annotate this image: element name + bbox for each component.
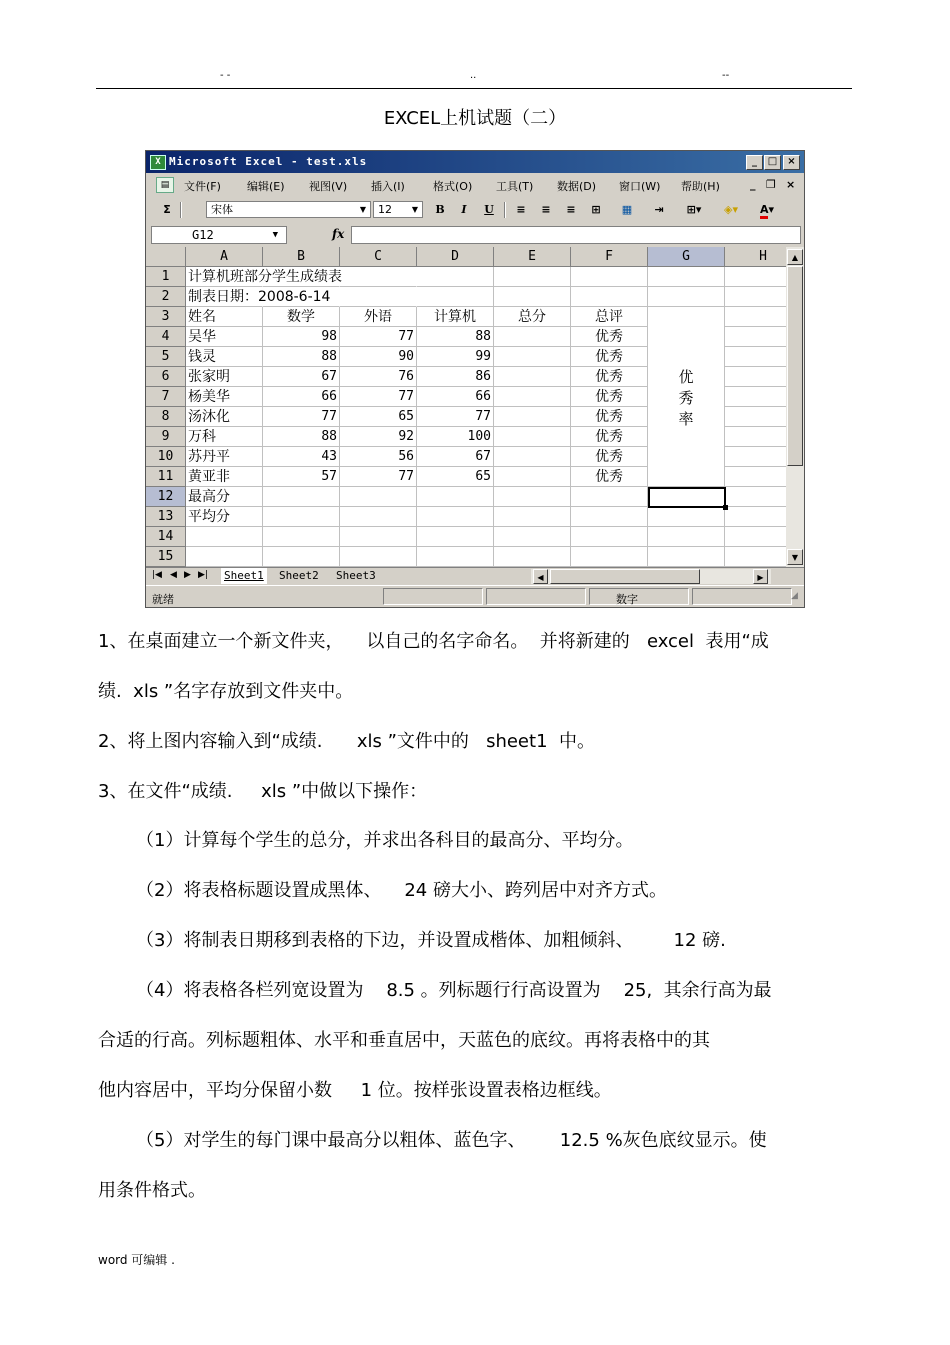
column-header-g[interactable]: G bbox=[648, 247, 725, 267]
window-title: Microsoft Excel - test.xls bbox=[169, 155, 368, 168]
page-footer: word 可编辑 . bbox=[98, 1253, 175, 1267]
row-header[interactable]: 7 bbox=[146, 387, 186, 407]
cell-b13[interactable] bbox=[263, 507, 340, 527]
header-left-mark: - - bbox=[220, 70, 231, 81]
row-header[interactable]: 2 bbox=[146, 287, 186, 307]
align-left-icon[interactable]: ≡ bbox=[516, 203, 526, 216]
question-line: （3）将制表日期移到表格的下边，并设置成楷体、加粗倾斜、 12 磅. bbox=[136, 930, 726, 951]
cell-e12[interactable] bbox=[494, 487, 571, 507]
autosum-button[interactable]: Σ bbox=[163, 203, 171, 216]
active-cell-g12[interactable] bbox=[648, 487, 726, 508]
cell-c7[interactable]: 77 bbox=[340, 387, 417, 407]
cell-a8[interactable]: 汤沐化 bbox=[186, 407, 263, 427]
cell-a7[interactable]: 杨美华 bbox=[186, 387, 263, 407]
cell-e2[interactable] bbox=[494, 287, 571, 307]
italic-button[interactable]: I bbox=[461, 203, 467, 216]
cell-a3[interactable]: 姓名 bbox=[186, 307, 263, 327]
cell-e7[interactable] bbox=[494, 387, 571, 407]
chevron-down-icon[interactable]: ▼ bbox=[411, 205, 419, 214]
cell-b7[interactable]: 66 bbox=[263, 387, 340, 407]
cell-a13[interactable]: 平均分 bbox=[186, 507, 263, 527]
cell-d7[interactable]: 66 bbox=[417, 387, 494, 407]
tab-sheet1[interactable]: Sheet1 bbox=[221, 568, 267, 584]
cell-a15[interactable] bbox=[186, 547, 263, 567]
cell-e6[interactable] bbox=[494, 367, 571, 387]
doc-minimize-button[interactable]: _ bbox=[750, 178, 756, 191]
cell-e15[interactable] bbox=[494, 547, 571, 567]
cell-a11[interactable]: 黄亚非 bbox=[186, 467, 263, 487]
cell-d4[interactable]: 88 bbox=[417, 327, 494, 347]
cell-f4[interactable]: 优秀 bbox=[571, 327, 648, 347]
document-title: EXCEL上机试题（二） bbox=[383, 108, 567, 129]
excel-icon: X bbox=[150, 155, 166, 170]
doc-close-button[interactable]: × bbox=[786, 178, 796, 191]
merge-center-icon[interactable]: ⊞ bbox=[591, 203, 601, 216]
tab-sheet3[interactable]: Sheet3 bbox=[336, 569, 376, 582]
formula-input[interactable] bbox=[351, 226, 801, 244]
cell-h2[interactable] bbox=[725, 287, 786, 307]
header-center-mark: .. bbox=[470, 70, 477, 81]
first-sheet-icon[interactable]: |◀ bbox=[152, 570, 162, 580]
scroll-down-icon[interactable]: ▼ bbox=[787, 549, 803, 565]
column-header-h[interactable]: H bbox=[725, 247, 786, 267]
cell-c3[interactable]: 外语 bbox=[340, 307, 417, 327]
cell-b6[interactable]: 67 bbox=[263, 367, 340, 387]
formula-bar bbox=[146, 223, 804, 247]
font-name-select[interactable] bbox=[206, 201, 371, 218]
row-header[interactable]: 10 bbox=[146, 447, 186, 467]
cell-f11[interactable]: 优秀 bbox=[571, 467, 648, 487]
cell-a9[interactable]: 万科 bbox=[186, 427, 263, 447]
question-line: （4）将表格各栏列宽设置为 8.5 。列标题行行高设置为 25, 其余行高为最 bbox=[136, 980, 772, 1001]
status-ready: 就绪 bbox=[152, 593, 174, 606]
status-pane bbox=[589, 588, 689, 605]
name-box[interactable] bbox=[151, 226, 287, 244]
status-pane bbox=[383, 588, 483, 605]
cell-c12[interactable] bbox=[340, 487, 417, 507]
cell-h7[interactable] bbox=[725, 387, 786, 407]
cell-d13[interactable] bbox=[417, 507, 494, 527]
question-line: 2、将上图内容输入到“成绩. xls ”文件中的 sheet1 中。 bbox=[98, 731, 595, 752]
chevron-down-icon[interactable]: ▼ bbox=[272, 230, 278, 240]
cell-f3[interactable]: 总评 bbox=[571, 307, 648, 327]
cell-d9[interactable]: 100 bbox=[417, 427, 494, 447]
question-line: （5）对学生的每门课中最高分以粗体、蓝色字、 12.5 %灰色底纹显示。使 bbox=[136, 1130, 767, 1151]
menu-file[interactable]: 文件(F) bbox=[184, 180, 221, 193]
cell-d2[interactable] bbox=[417, 287, 494, 307]
align-right-icon[interactable]: ≡ bbox=[566, 203, 576, 216]
workbook-icon[interactable]: ▤ bbox=[156, 177, 174, 193]
cell-d6[interactable]: 86 bbox=[417, 367, 494, 387]
status-pane bbox=[692, 588, 792, 605]
cell-c10[interactable]: 56 bbox=[340, 447, 417, 467]
select-all-corner[interactable] bbox=[146, 247, 186, 267]
cell-h5[interactable] bbox=[725, 347, 786, 367]
cell-c5[interactable]: 90 bbox=[340, 347, 417, 367]
cell-a14[interactable] bbox=[186, 527, 263, 547]
cell-b15[interactable] bbox=[263, 547, 340, 567]
question-line: （1）计算每个学生的总分，并求出各科目的最高分、平均分。 bbox=[136, 830, 634, 851]
cell-f13[interactable] bbox=[571, 507, 648, 527]
cell-text: 秀 bbox=[678, 389, 694, 407]
font-color-button[interactable]: A▾ bbox=[752, 202, 782, 218]
cell-b5[interactable]: 88 bbox=[263, 347, 340, 367]
name-box-value: G12 bbox=[192, 228, 214, 242]
cell-a5[interactable]: 钱灵 bbox=[186, 347, 263, 367]
cell-h15[interactable] bbox=[725, 547, 786, 567]
cell-b9[interactable]: 88 bbox=[263, 427, 340, 447]
menu-insert[interactable]: 插入(I) bbox=[371, 180, 405, 193]
sheet-tab-bar bbox=[146, 567, 804, 586]
column-header-b[interactable]: B bbox=[263, 247, 340, 267]
cell-h4[interactable] bbox=[725, 327, 786, 347]
cell-b4[interactable]: 98 bbox=[263, 327, 340, 347]
tab-sheet2[interactable]: Sheet2 bbox=[279, 569, 319, 582]
cell-f9[interactable]: 优秀 bbox=[571, 427, 648, 447]
status-bar bbox=[146, 585, 804, 608]
toolbar-separator bbox=[180, 202, 182, 218]
cell-d3[interactable]: 计算机 bbox=[417, 307, 494, 327]
cell-c9[interactable]: 92 bbox=[340, 427, 417, 447]
font-color-icon: A bbox=[760, 203, 769, 219]
merged-cell-g3-g11[interactable] bbox=[648, 307, 725, 487]
status-pane bbox=[486, 588, 586, 605]
cell-a10[interactable]: 苏丹平 bbox=[186, 447, 263, 467]
row-header[interactable]: 5 bbox=[146, 347, 186, 367]
cell-a1[interactable]: 计算机班部分学生成绩表 bbox=[188, 269, 342, 285]
cell-c8[interactable]: 65 bbox=[340, 407, 417, 427]
cell-c6[interactable]: 76 bbox=[340, 367, 417, 387]
cell-a4[interactable]: 吴华 bbox=[186, 327, 263, 347]
header-rule bbox=[96, 88, 852, 89]
row-header[interactable]: 6 bbox=[146, 367, 186, 387]
row-header[interactable]: 9 bbox=[146, 427, 186, 447]
cell-h14[interactable] bbox=[725, 527, 786, 547]
cell-f5[interactable]: 优秀 bbox=[571, 347, 648, 367]
cell-h12[interactable] bbox=[725, 487, 786, 507]
cell-e3[interactable]: 总分 bbox=[494, 307, 571, 327]
minimize-button[interactable]: _ bbox=[746, 155, 763, 170]
menu-data[interactable]: 数据(D) bbox=[557, 180, 597, 193]
menu-help[interactable]: 帮助(H) bbox=[681, 180, 720, 193]
cell-e13[interactable] bbox=[494, 507, 571, 527]
column-header-c[interactable]: C bbox=[340, 247, 417, 267]
row-header[interactable]: 15 bbox=[146, 547, 186, 567]
cell-g2[interactable] bbox=[648, 287, 725, 307]
cell-e8[interactable] bbox=[494, 407, 571, 427]
cell-text: 优 bbox=[678, 368, 694, 386]
scroll-up-icon[interactable]: ▲ bbox=[787, 249, 803, 265]
row-header[interactable]: 1 bbox=[146, 267, 186, 287]
font-size-value: 12 bbox=[378, 203, 392, 216]
menu-bar bbox=[146, 173, 804, 197]
cell-e4[interactable] bbox=[494, 327, 571, 347]
worksheet-grid[interactable] bbox=[146, 247, 786, 567]
cell-f2[interactable] bbox=[571, 287, 648, 307]
cell-b10[interactable]: 43 bbox=[263, 447, 340, 467]
close-button[interactable]: × bbox=[783, 155, 800, 170]
cell-b2[interactable] bbox=[263, 287, 340, 307]
doc-restore-button[interactable]: ❐ bbox=[766, 178, 776, 191]
cell-e1[interactable] bbox=[494, 267, 571, 287]
cell-e10[interactable] bbox=[494, 447, 571, 467]
currency-icon[interactable]: ▦ bbox=[621, 203, 633, 216]
next-sheet-icon[interactable]: ▶ bbox=[184, 570, 191, 580]
status-num-mode: 数字 bbox=[616, 593, 638, 606]
cell-d10[interactable]: 67 bbox=[417, 447, 494, 467]
toolbar-separator bbox=[504, 202, 506, 218]
cell-h9[interactable] bbox=[725, 427, 786, 447]
question-line: 合适的行高。列标题粗体、水平和垂直居中，天蓝色的底纹。再将表格中的其 bbox=[98, 1030, 710, 1051]
menu-format[interactable]: 格式(O) bbox=[433, 180, 473, 193]
function-icon[interactable]: fx bbox=[332, 227, 345, 241]
cell-c14[interactable] bbox=[340, 527, 417, 547]
cell-g13[interactable] bbox=[648, 507, 725, 527]
cell-b1[interactable] bbox=[263, 267, 340, 287]
question-line: 用条件格式。 bbox=[98, 1180, 206, 1201]
scroll-right-icon[interactable]: ▶ bbox=[753, 569, 768, 584]
header-right-mark: -- bbox=[722, 70, 730, 81]
column-header-a[interactable]: A bbox=[186, 247, 263, 267]
cell-b3[interactable]: 数学 bbox=[263, 307, 340, 327]
cell-a2[interactable]: 制表日期：2008-6-14 bbox=[188, 289, 331, 305]
chevron-down-icon[interactable]: ▼ bbox=[359, 205, 367, 214]
hscroll-thumb[interactable] bbox=[550, 569, 700, 584]
row-header[interactable]: 8 bbox=[146, 407, 186, 427]
cell-c1[interactable] bbox=[340, 267, 417, 287]
cell-b8[interactable]: 77 bbox=[263, 407, 340, 427]
cell-d11[interactable]: 65 bbox=[417, 467, 494, 487]
cell-h13[interactable] bbox=[725, 507, 786, 527]
cell-f14[interactable] bbox=[571, 527, 648, 547]
cell-d12[interactable] bbox=[417, 487, 494, 507]
align-center-icon[interactable]: ≡ bbox=[541, 203, 551, 216]
column-header-f[interactable]: F bbox=[571, 247, 648, 267]
cell-e5[interactable] bbox=[494, 347, 571, 367]
prev-sheet-icon[interactable]: ◀ bbox=[170, 570, 177, 580]
scroll-left-icon[interactable]: ◀ bbox=[533, 569, 548, 584]
font-name-value: 宋体 bbox=[211, 203, 233, 216]
menu-edit[interactable]: 编辑(E) bbox=[247, 180, 285, 193]
cell-a6[interactable]: 张家明 bbox=[186, 367, 263, 387]
maximize-button[interactable]: □ bbox=[764, 155, 781, 170]
question-line: 绩. xls ”名字存放到文件夹中。 bbox=[98, 681, 354, 702]
question-line: 1、在桌面建立一个新文件夹， 以自己的名字命名。 并将新建的 excel 表用“成 bbox=[98, 631, 769, 652]
last-sheet-icon[interactable]: ▶| bbox=[198, 570, 208, 580]
question-line: 3、在文件“成绩. xls ”中做以下操作： bbox=[98, 781, 428, 802]
fill-color-icon[interactable]: ◈▾ bbox=[724, 203, 738, 216]
cell-c13[interactable] bbox=[340, 507, 417, 527]
bold-button[interactable]: B bbox=[435, 203, 445, 216]
row-header[interactable]: 14 bbox=[146, 527, 186, 547]
cell-f12[interactable] bbox=[571, 487, 648, 507]
cell-f8[interactable]: 优秀 bbox=[571, 407, 648, 427]
cell-d14[interactable] bbox=[417, 527, 494, 547]
cell-f10[interactable]: 优秀 bbox=[571, 447, 648, 467]
resize-grip-icon[interactable]: ◢ bbox=[791, 591, 798, 601]
column-header-e[interactable]: E bbox=[494, 247, 571, 267]
horizontal-scrollbar[interactable] bbox=[531, 569, 771, 584]
cell-text: 率 bbox=[678, 410, 694, 428]
column-header-d[interactable]: D bbox=[417, 247, 494, 267]
cell-h11[interactable] bbox=[725, 467, 786, 487]
cell-c11[interactable]: 77 bbox=[340, 467, 417, 487]
question-line: 他内容居中，平均分保留小数 1 位。按样张设置表格边框线。 bbox=[98, 1080, 612, 1101]
menu-window[interactable]: 窗口(W) bbox=[619, 180, 661, 193]
menu-tools[interactable]: 工具(T) bbox=[496, 180, 534, 193]
cell-e11[interactable] bbox=[494, 467, 571, 487]
row-header[interactable]: 12 bbox=[146, 487, 186, 507]
window-title-bar bbox=[146, 151, 804, 173]
cell-b12[interactable] bbox=[263, 487, 340, 507]
cell-c15[interactable] bbox=[340, 547, 417, 567]
menu-view[interactable]: 视图(V) bbox=[309, 180, 348, 193]
cell-d5[interactable]: 99 bbox=[417, 347, 494, 367]
formatting-toolbar bbox=[146, 197, 804, 223]
cell-h6[interactable] bbox=[725, 367, 786, 387]
question-line: （2）将表格标题设置成黑体、 24 磅大小、跨列居中对齐方式。 bbox=[136, 880, 667, 901]
excel-window-screenshot bbox=[145, 150, 805, 608]
cell-b14[interactable] bbox=[263, 527, 340, 547]
underline-button[interactable]: U bbox=[484, 203, 494, 216]
cell-e9[interactable] bbox=[494, 427, 571, 447]
fill-handle[interactable] bbox=[723, 505, 728, 510]
cell-f1[interactable] bbox=[571, 267, 648, 287]
cell-d8[interactable]: 77 bbox=[417, 407, 494, 427]
borders-icon[interactable]: ⊞▾ bbox=[686, 203, 702, 216]
vertical-scrollbar[interactable] bbox=[786, 247, 804, 567]
cell-g1[interactable] bbox=[648, 267, 725, 287]
scroll-thumb[interactable] bbox=[787, 266, 803, 466]
cell-h8[interactable] bbox=[725, 407, 786, 427]
cell-d15[interactable] bbox=[417, 547, 494, 567]
cell-h3[interactable] bbox=[725, 307, 786, 327]
cell-h10[interactable] bbox=[725, 447, 786, 467]
cell-f15[interactable] bbox=[571, 547, 648, 567]
cell-e14[interactable] bbox=[494, 527, 571, 547]
cell-b11[interactable]: 57 bbox=[263, 467, 340, 487]
cell-d1[interactable] bbox=[417, 267, 494, 287]
indent-icon[interactable]: ⇥ bbox=[654, 203, 664, 216]
cell-f6[interactable]: 优秀 bbox=[571, 367, 648, 387]
cell-g14[interactable] bbox=[648, 527, 725, 547]
cell-a12[interactable]: 最高分 bbox=[186, 487, 263, 507]
cell-c2[interactable] bbox=[340, 287, 417, 307]
row-header[interactable]: 11 bbox=[146, 467, 186, 487]
cell-f7[interactable]: 优秀 bbox=[571, 387, 648, 407]
row-header[interactable]: 3 bbox=[146, 307, 186, 327]
cell-h1[interactable] bbox=[725, 267, 786, 287]
font-size-select[interactable] bbox=[373, 201, 423, 218]
cell-c4[interactable]: 77 bbox=[340, 327, 417, 347]
row-header[interactable]: 4 bbox=[146, 327, 186, 347]
cell-g15[interactable] bbox=[648, 547, 725, 567]
row-header[interactable]: 13 bbox=[146, 507, 186, 527]
